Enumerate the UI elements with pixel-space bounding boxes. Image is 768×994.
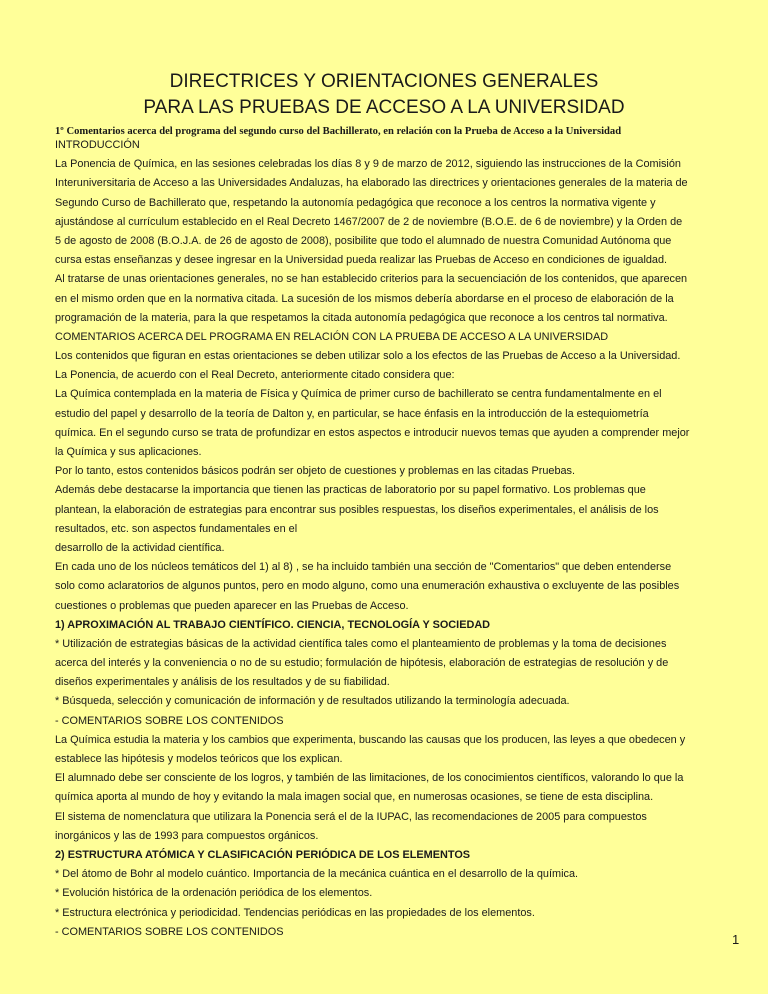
document-title-line-2: PARA LAS PRUEBAS DE ACCESO A LA UNIVERSIDAD xyxy=(143,97,625,118)
bullet-item-continued: acerca del interés y la conveniencia o no de su estudio; formulación de hipótesis, elaboración de estrategias de resolución y de xyxy=(55,657,669,670)
paragraph-line: la Química y sus aplicaciones. xyxy=(55,446,202,458)
paragraph-line: estudio del papel y desarrollo de la teoría de Dalton y, en particular, se hace énfasis en la introducción de la estequiometría xyxy=(55,407,649,420)
paragraph-line: en el mismo orden que en la normativa citada. La sucesión de los mismos debería abordarse en el proceso de elaboración de la xyxy=(55,292,674,305)
bullet-item: * Búsqueda, selección y comunicación de información y de resultados utilizando la terminología adecuada. xyxy=(55,695,570,708)
section-heading-2: 2) ESTRUCTURA ATÓMICA Y CLASIFICACIÓN PERIÓDICA DE LOS ELEMENTOS xyxy=(55,848,471,861)
paragraph-line: ajustándose al currículum establecido en el Real Decreto 1467/2007 de 2 de noviembre (B.O.E. de 6 de noviembre) y la Orden de xyxy=(55,215,683,228)
paragraph-line: Los contenidos que figuran en estas orientaciones se deben utilizar solo a los efectos de las Pruebas de Acceso a la Universidad. xyxy=(55,350,681,363)
paragraph-line: Interuniversitaria de Acceso a las Universidades Andaluzas, ha elaborado las directrices y orientaciones generales de la materia de xyxy=(55,177,688,190)
paragraph-line: La Ponencia, de acuerdo con el Real Decreto, anteriormente citado considera que: xyxy=(55,369,455,382)
section-heading-1: 1) APROXIMACIÓN AL TRABAJO CIENTÍFICO. CIENCIA, TECNOLOGÍA Y SOCIEDAD xyxy=(55,618,491,631)
bullet-item: * Utilización de estrategias básicas de la actividad científica tales como el planteamiento de problemas y la toma de decisiones xyxy=(55,637,667,650)
paragraph-line: Por lo tanto, estos contenidos básicos podrán ser objeto de cuestiones y problemas en las citadas Pruebas. xyxy=(55,465,576,478)
paragraph-line: 5 de agosto de 2008 (B.O.J.A. de 26 de agosto de 2008), posibilite que todo el alumnado de nuestra Comunidad Autónoma que xyxy=(55,234,672,247)
paragraph-line: La Ponencia de Química, en las sesiones celebradas los días 8 y 9 de marzo de 2012, siguiendo las instrucciones de la Comisión xyxy=(55,158,681,171)
heading-introduccion: INTRODUCCIÓN xyxy=(55,139,140,151)
paragraph-line: Al tratarse de unas orientaciones generales, no se han establecido criterios para la secuenciación de los contenidos, que aparecen xyxy=(55,273,688,286)
paragraph-line: resultados, etc. son aspectos fundamentales en el xyxy=(55,522,298,535)
paragraph-line: programación de la materia, para la que respetamos la citada autonomía pedagógica que reconoce a los centros tal normativa. xyxy=(55,311,668,324)
paragraph-line: cursa estas enseñanzas y desee ingresar en la Universidad pueda realizar las Pruebas de Acceso en condiciones de igualdad. xyxy=(55,254,668,267)
comments-heading: - COMENTARIOS SOBRE LOS CONTENIDOS xyxy=(55,925,284,938)
heading-comentarios-programa: COMENTARIOS ACERCA DEL PROGRAMA EN RELACIÓN CON LA PRUEBA DE ACCESO A LA UNIVERSIDAD xyxy=(55,330,609,343)
paragraph-line: La Química estudia la materia y los cambios que experimenta, buscando las causas que los producen, las leyes a que obedecen y xyxy=(55,733,686,746)
bullet-item: * Estructura electrónica y periodicidad. Tendencias periódicas en las propiedades de los elementos. xyxy=(55,906,535,919)
document-title-line-1: DIRECTRICES Y ORIENTACIONES GENERALES xyxy=(169,71,599,92)
bullet-item-continued: diseños experimentales y análisis de los resultados y de su fiabilidad. xyxy=(55,676,390,689)
paragraph-line: establece las hipótesis y modelos teóricos que los explican. xyxy=(55,753,343,765)
paragraph-line: plantean, la elaboración de estrategias para encontrar sus posibles respuestas, los diseños experimentales, el análisis de los xyxy=(55,503,659,516)
page-number: 1 xyxy=(732,932,740,947)
bullet-item: * Evolución histórica de la ordenación periódica de los elementos. xyxy=(55,887,373,900)
paragraph-line: solo como aclaratorios de algunos puntos, pero en modo alguno, como una enumeración exhaustiva o excluyente de las posibles xyxy=(55,580,680,593)
bullet-item: * Del átomo de Bohr al modelo cuántico. Importancia de la mecánica cuántica en el desarrollo de la química. xyxy=(55,868,579,881)
paragraph-line: desarrollo de la actividad científica. xyxy=(55,541,225,554)
paragraph-line: El sistema de nomenclatura que utilizara la Ponencia será el de la IUPAC, las recomendaciones de 2005 para compuestos xyxy=(55,810,647,823)
paragraph-line: En cada uno de los núcleos temáticos del 1) al 8) , se ha incluido también una sección de "Comentarios" que deben entenderse xyxy=(55,561,672,574)
paragraph-line: química. En el segundo curso se trata de profundizar en estos aspectos e introducir nuevos temas que ayuden a comprender mejor xyxy=(55,426,690,439)
section-subtitle: 1º Comentarios acerca del programa del segundo curso del Bachillerato, en relación con la Prueba de Acceso a la Universidad xyxy=(55,126,622,137)
paragraph-line: química aporta al mundo de hoy y evitando la mala imagen social que, en numerosas ocasiones, se tiene de esta disciplina. xyxy=(55,791,654,804)
paragraph-line: cuestiones o problemas que pueden aparecer en las Pruebas de Acceso. xyxy=(55,599,409,612)
paragraph-line: Además debe destacarse la importancia que tienen las practicas de laboratorio por su papel formativo. Los problemas que xyxy=(55,484,646,497)
paragraph-line: La Química contemplada en la materia de Física y Química de primer curso de bachillerato se centra fundamentalmente en el xyxy=(55,388,662,401)
document-body xyxy=(55,136,735,942)
paragraph-line: Segundo Curso de Bachillerato que, respetando la autonomía pedagógica que reconoce a los centros la normativa vigente y xyxy=(55,196,656,209)
paragraph-line: El alumnado debe ser consciente de los logros, y también de las limitaciones, de los conocimientos científicos, valorando lo que la xyxy=(55,772,684,785)
paragraph-line: inorgánicos y las de 1993 para compuestos orgánicos. xyxy=(55,829,319,842)
comments-heading: - COMENTARIOS SOBRE LOS CONTENIDOS xyxy=(55,714,284,727)
